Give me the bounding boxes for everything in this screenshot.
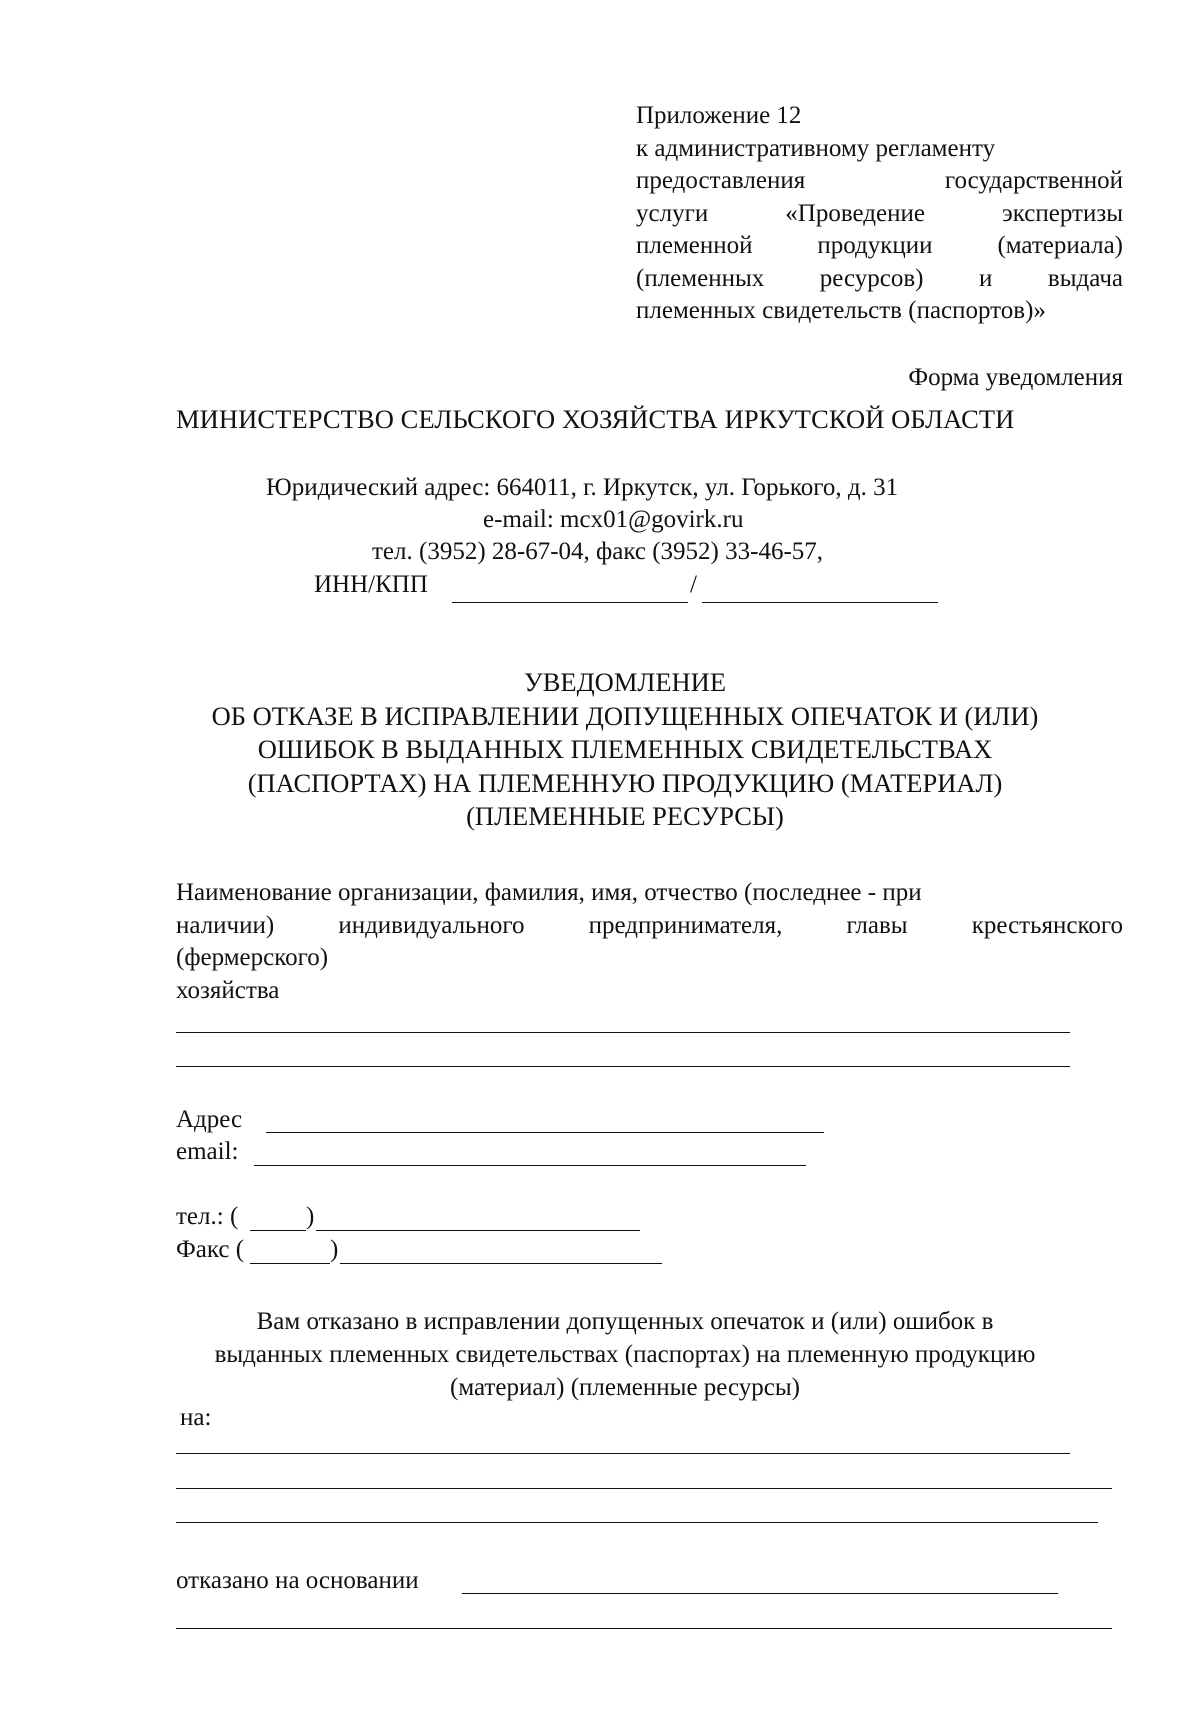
inn-field-line	[452, 572, 688, 603]
ministry-phone-fax: тел. (3952) 28-67-04, факс (3952) 33-46-57,	[372, 538, 824, 565]
basis-field-line	[176, 1628, 1112, 1629]
organization-caption	[176, 877, 1123, 1007]
appendix-line: Приложение 12	[636, 102, 802, 129]
address-field-line	[266, 1132, 824, 1133]
org-line: (фермерского)	[176, 944, 329, 971]
org-line: наличии) индивидуального предпринимателя, главы крестьянского	[176, 911, 1123, 939]
basis-label: отказано на основании	[176, 1567, 419, 1594]
ministry-name: МИНИСТЕРСТВО СЕЛЬСКОГО ХОЗЯЙСТВА ИРКУТСКОЙ ОБЛАСТИ	[176, 404, 1015, 434]
refusal-line: выданных племенных свидетельствах (паспортах) на племенную продукцию	[214, 1341, 1036, 1368]
appendix-line: племенной продукции (материала)	[636, 232, 1123, 259]
appendix-block	[636, 100, 1123, 328]
email-field-line	[254, 1165, 806, 1166]
title-line: УВЕДОМЛЕНИЕ	[523, 667, 727, 697]
appendix-line: (племенных ресурсов) и выдача	[636, 264, 1123, 292]
inn-kpp-label: ИНН/КПП	[314, 571, 428, 598]
phone-paren-close: )	[306, 1203, 315, 1230]
phone-code-line	[250, 1230, 306, 1231]
legal-address: Юридический адрес: 664011, г. Иркутск, ул. Горького, д. 31	[266, 474, 899, 501]
form-label: Форма уведомления	[908, 364, 1123, 391]
ministry-email: e-mail: mcx01@govirk.ru	[483, 506, 744, 533]
address-label: Адрес	[176, 1106, 243, 1133]
refusal-subject-line	[176, 1488, 1112, 1489]
appendix-line: племенных свидетельств (паспортов)»	[636, 297, 1046, 324]
on-label: на:	[180, 1404, 212, 1431]
fax-label: Факс (	[176, 1236, 245, 1263]
refusal-statement	[150, 1305, 1100, 1404]
appendix-line: к административному регламенту	[636, 134, 996, 162]
phone-label: тел.: (	[176, 1203, 239, 1230]
inn-kpp-separator: /	[690, 571, 697, 598]
basis-field-line	[462, 1593, 1058, 1594]
refusal-subject-line	[176, 1453, 1070, 1454]
refusal-subject-line	[176, 1522, 1098, 1523]
organization-field-line	[176, 1032, 1070, 1033]
title-line: ОБ ОТКАЗЕ В ИСПРАВЛЕНИИ ДОПУЩЕННЫХ ОПЕЧАТОК И (ИЛИ)	[211, 700, 1039, 731]
refusal-line: (материал) (племенные ресурсы)	[450, 1374, 800, 1401]
fax-code-line	[250, 1263, 330, 1264]
fax-paren-close: )	[330, 1236, 339, 1263]
title-line: (ПАСПОРТАХ) НА ПЛЕМЕННУЮ ПРОДУКЦИЮ (МАТЕРИАЛ)	[247, 767, 1003, 798]
appendix-line: предоставления государственной	[636, 167, 1123, 194]
refusal-line: Вам отказано в исправлении допущенных опечаток и (или) ошибок в	[256, 1308, 994, 1335]
email-label: email:	[176, 1138, 239, 1165]
document-title	[150, 666, 1100, 834]
organization-field-line	[176, 1066, 1070, 1067]
org-line: Наименование организации, фамилия, имя, отчество (последнее - при	[176, 879, 922, 906]
fax-field-line	[340, 1263, 662, 1264]
title-line: (ПЛЕМЕННЫЕ РЕСУРСЫ)	[466, 801, 784, 831]
org-line: хозяйства	[176, 976, 280, 1004]
kpp-field-line	[702, 572, 938, 603]
title-line: ОШИБОК В ВЫДАННЫХ ПЛЕМЕННЫХ СВИДЕТЕЛЬСТВАХ	[257, 734, 993, 764]
phone-field-line	[316, 1230, 640, 1231]
appendix-line: услуги «Проведение экспертизы	[636, 199, 1123, 227]
